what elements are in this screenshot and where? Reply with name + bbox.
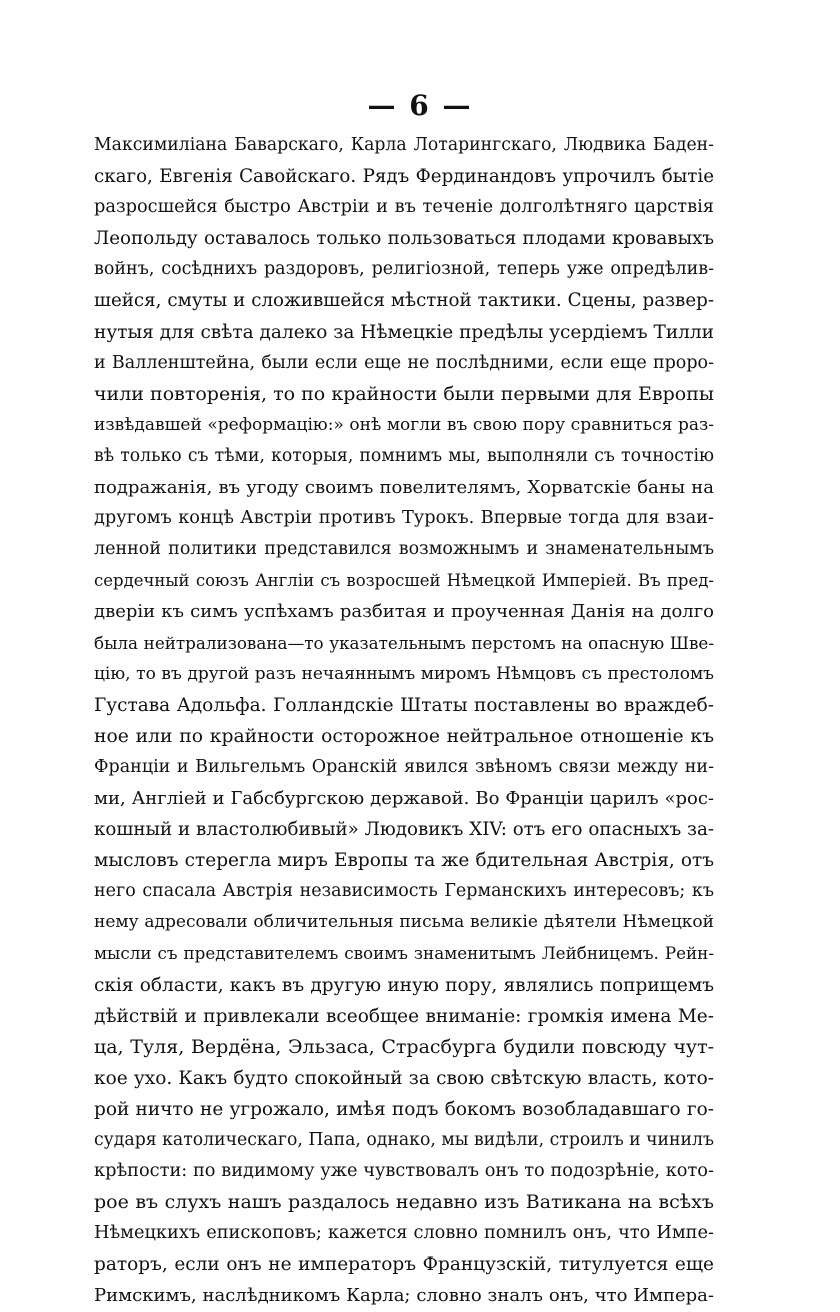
text-line: цію, то въ другой разъ нечаяннымъ миромъ Нѣмцовъ съ престоломъ [94, 663, 714, 684]
page-number: — 6 — [367, 89, 473, 122]
text-line: Франціи и Вильгельмъ Оранскій явился звѣномъ связи между ни- [94, 756, 714, 777]
text-line: чили повторенія, то по крайности были первыми для Европы [94, 382, 714, 405]
text-line: подражанія, въ угоду своимъ повелителямъ, Хорватскіе баны на [94, 477, 714, 499]
text-line: Леопольду оставалось только пользоваться плодами кровавыхъ [94, 228, 714, 250]
text-line: сердечный союзъ Англіи съ возросшей Нѣмецкой Имперіей. Въ пред- [94, 571, 714, 591]
text-line: Густава Адольфа. Голландскіе Штаты поставлены во враждеб- [94, 694, 714, 716]
text-line: разросшейся быстро Австріи и въ теченіе долголѣтняго царствія [94, 197, 714, 218]
text-line: рой ничто не угрожало, имѣя подъ бокомъ возобладавшаго го- [94, 1098, 714, 1120]
text-line: сударя католическаго, Папа, однако, мы видѣли, строилъ и чинилъ [94, 1130, 714, 1150]
text-line: Максимиліана Баварскаго, Карла Лотарингскаго, Людвика Баден- [94, 135, 714, 155]
text-line: ца, Туля, Вердёна, Эльзаса, Страсбурга будили повсюду чут- [94, 1035, 714, 1058]
text-line: вѣ только съ тѣми, которыя, помнимъ мы, выполняли съ точностію [94, 445, 714, 466]
text-line: мысловъ стерегла миръ Европы та же бдительная Австрія, отъ [94, 850, 714, 872]
text-line: нутыя для свѣта далеко за Нѣмецкіе предѣлы усердіемъ Тилли [94, 321, 714, 343]
text-line: кое ухо. Какъ будто спокойный за свою свѣтскую власть, кото- [94, 1067, 714, 1089]
text-line: шейся, смуты и сложившейся мѣстной тактики. Сцены, развер- [94, 290, 714, 312]
text-line: Нѣмецкихъ епископовъ; кажется словно помнилъ онъ, что Импе- [94, 1223, 714, 1244]
text-line: него спасала Австрія независимость Германскихъ интересовъ; къ [94, 881, 714, 902]
text-line: крѣпости: по видимому уже чувствовалъ онъ то подозрѣніе, кото- [94, 1161, 714, 1182]
text-line: скаго, Евгенія Савойскаго. Рядъ Фердинандовъ упрочилъ бытіе [94, 166, 714, 188]
body-text [94, 130, 714, 1312]
text-line: нему адресовали обличительныя письма великіе дѣятели Нѣмецкой [94, 912, 714, 933]
text-line: извѣдавшей «реформацію:» онѣ могли въ свою пору сравниться раз- [94, 414, 714, 435]
text-line: ленной политики представился возможнымъ и знаменательнымъ [94, 539, 714, 560]
text-line: Римскимъ, наслѣдникомъ Карла; словно зналъ онъ, что Импера- [94, 1285, 714, 1307]
text-line: раторъ, если онъ не императоръ Французскій, титулуется еще [94, 1254, 714, 1276]
text-line: дѣйствій и привлекали всеобщее вниманіе: громкія имена Ме- [94, 1005, 714, 1027]
text-line: дверіи къ симъ успѣхамъ разбитая и проученная Данія на долго [94, 601, 714, 623]
text-line: была нейтрализована—то указательнымъ перстомъ на опасную Шве- [94, 632, 714, 653]
text-line: и Валленштейна, были если еще не послѣдними, если еще проро- [94, 352, 714, 373]
text-line: мысли съ представителемъ своимъ знаменитымъ Лейбницемъ. Рейн- [94, 943, 714, 964]
text-line: скія области, какъ въ другую иную пору, являлись поприщемъ [94, 974, 714, 996]
text-line: войнъ, сосѣднихъ раздоровъ, религіозной, теперь уже опредѣлив- [94, 259, 714, 280]
text-line: другомъ концѣ Австріи противъ Турокъ. Впервые тогда для взаи- [94, 508, 714, 529]
text-line: кошный и властолюбивый» Людовикъ XIV: отъ его опасныхъ за- [94, 819, 714, 841]
text-line: рое въ слухъ нашъ раздалось недавно изъ Ватикана на всѣхъ [94, 1191, 714, 1214]
text-line: ное или по крайности осторожное нейтральное отношеніе къ [94, 725, 714, 747]
text-line: ми, Англіей и Габсбургскою державой. Во Франціи царилъ «рос- [94, 787, 714, 809]
